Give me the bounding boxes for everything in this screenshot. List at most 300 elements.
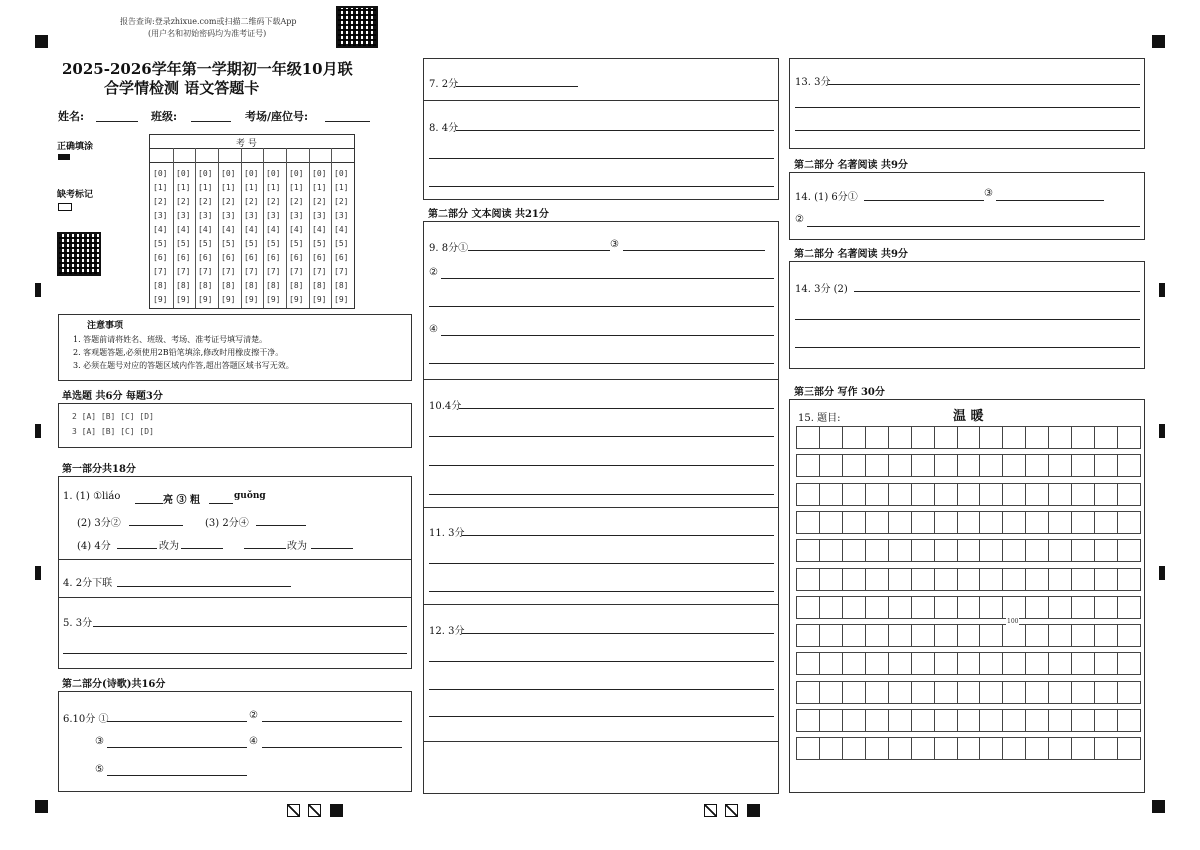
essay-cell[interactable] bbox=[1071, 426, 1095, 449]
essay-cell[interactable] bbox=[1117, 624, 1141, 647]
exam-digit-bubble[interactable]: [8] bbox=[266, 281, 281, 290]
exam-digit-bubble[interactable]: [6] bbox=[153, 253, 168, 262]
essay-cell[interactable] bbox=[1117, 426, 1141, 449]
essay-cell[interactable] bbox=[1094, 737, 1118, 760]
essay-cell[interactable] bbox=[979, 454, 1003, 477]
essay-cell[interactable] bbox=[796, 652, 820, 675]
exam-digit-bubble[interactable]: [6] bbox=[334, 253, 349, 262]
q6-blank-3[interactable] bbox=[107, 747, 247, 748]
essay-cell[interactable] bbox=[1071, 681, 1095, 704]
essay-cell[interactable] bbox=[819, 483, 843, 506]
essay-cell[interactable] bbox=[957, 426, 981, 449]
exam-digit-bubble[interactable]: [2] bbox=[289, 197, 304, 206]
essay-cell[interactable] bbox=[888, 709, 912, 732]
q10-answer-line[interactable] bbox=[429, 436, 774, 437]
essay-cell[interactable] bbox=[911, 737, 935, 760]
essay-cell[interactable] bbox=[842, 454, 866, 477]
essay-cell[interactable] bbox=[888, 539, 912, 562]
exam-digit-bubble[interactable]: [1] bbox=[244, 183, 259, 192]
essay-cell[interactable] bbox=[1094, 596, 1118, 619]
essay-cell[interactable] bbox=[1117, 511, 1141, 534]
essay-cell[interactable] bbox=[1048, 568, 1072, 591]
essay-cell[interactable] bbox=[1117, 454, 1141, 477]
essay-cell[interactable] bbox=[819, 596, 843, 619]
essay-cell[interactable] bbox=[1025, 596, 1049, 619]
essay-cell[interactable] bbox=[979, 426, 1003, 449]
essay-cell[interactable] bbox=[819, 709, 843, 732]
essay-cell[interactable] bbox=[819, 568, 843, 591]
essay-cell[interactable] bbox=[934, 539, 958, 562]
seat-field[interactable] bbox=[325, 121, 370, 122]
exam-digit-bubble[interactable]: [4] bbox=[176, 225, 191, 234]
essay-cell[interactable] bbox=[911, 652, 935, 675]
class-field[interactable] bbox=[191, 121, 231, 122]
essay-cell[interactable] bbox=[842, 426, 866, 449]
essay-cell[interactable] bbox=[979, 652, 1003, 675]
q1-blank-8[interactable] bbox=[311, 548, 353, 549]
q1-blank-2[interactable] bbox=[209, 503, 233, 504]
essay-cell[interactable] bbox=[1025, 426, 1049, 449]
exam-digit-bubble[interactable]: [4] bbox=[244, 225, 259, 234]
essay-cell[interactable] bbox=[865, 652, 889, 675]
exam-digit-bubble[interactable]: [0] bbox=[289, 169, 304, 178]
exam-digit-bubble[interactable]: [2] bbox=[221, 197, 236, 206]
essay-cell[interactable] bbox=[865, 709, 889, 732]
essay-cell[interactable] bbox=[796, 483, 820, 506]
q9-blank-1[interactable] bbox=[468, 250, 610, 251]
essay-cell[interactable] bbox=[819, 426, 843, 449]
essay-cell[interactable] bbox=[1048, 511, 1072, 534]
essay-cell[interactable] bbox=[957, 511, 981, 534]
essay-cell[interactable] bbox=[1094, 483, 1118, 506]
q10-answer-line[interactable] bbox=[459, 408, 774, 409]
essay-cell[interactable] bbox=[911, 454, 935, 477]
essay-cell[interactable] bbox=[1117, 539, 1141, 562]
exam-digit-bubble[interactable]: [0] bbox=[221, 169, 236, 178]
essay-cell[interactable] bbox=[1094, 539, 1118, 562]
essay-cell[interactable] bbox=[979, 511, 1003, 534]
essay-cell[interactable] bbox=[1071, 539, 1095, 562]
q10-answer-line[interactable] bbox=[429, 465, 774, 466]
essay-cell[interactable] bbox=[934, 483, 958, 506]
exam-digit-bubble[interactable]: [0] bbox=[312, 169, 327, 178]
exam-digit-bubble[interactable]: [7] bbox=[266, 267, 281, 276]
exam-digit-bubble[interactable]: [6] bbox=[244, 253, 259, 262]
essay-cell[interactable] bbox=[842, 511, 866, 534]
exam-digit-bubble[interactable]: [3] bbox=[312, 211, 327, 220]
essay-cell[interactable] bbox=[911, 624, 935, 647]
exam-digit-bubble[interactable]: [7] bbox=[244, 267, 259, 276]
exam-digit-bubble[interactable]: [9] bbox=[221, 295, 236, 304]
essay-cell[interactable] bbox=[796, 596, 820, 619]
essay-cell[interactable] bbox=[1025, 539, 1049, 562]
essay-cell[interactable] bbox=[957, 652, 981, 675]
absent-mark-checkbox[interactable] bbox=[58, 203, 72, 211]
exam-digit-bubble[interactable]: [0] bbox=[198, 169, 213, 178]
exam-digit-bubble[interactable]: [3] bbox=[153, 211, 168, 220]
exam-digit-bubble[interactable]: [2] bbox=[176, 197, 191, 206]
exam-digit-bubble[interactable]: [5] bbox=[334, 239, 349, 248]
q11-answer-line[interactable] bbox=[429, 591, 774, 592]
essay-cell[interactable] bbox=[957, 681, 981, 704]
essay-cell[interactable] bbox=[865, 737, 889, 760]
exam-digit-bubble[interactable]: [5] bbox=[289, 239, 304, 248]
essay-cell[interactable] bbox=[1094, 652, 1118, 675]
exam-digit-bubble[interactable]: [5] bbox=[244, 239, 259, 248]
essay-cell[interactable] bbox=[1071, 454, 1095, 477]
q12-answer-line[interactable] bbox=[429, 661, 774, 662]
essay-cell[interactable] bbox=[979, 709, 1003, 732]
q12-answer-line[interactable] bbox=[429, 689, 774, 690]
exam-digit-bubble[interactable]: [4] bbox=[266, 225, 281, 234]
essay-cell[interactable] bbox=[796, 454, 820, 477]
q13-answer-line[interactable] bbox=[828, 84, 1140, 85]
exam-digit-bubble[interactable]: [9] bbox=[153, 295, 168, 304]
exam-digit-bubble[interactable]: [7] bbox=[312, 267, 327, 276]
essay-cell[interactable] bbox=[1094, 624, 1118, 647]
essay-cell[interactable] bbox=[1025, 483, 1049, 506]
essay-cell[interactable] bbox=[796, 709, 820, 732]
exam-digit-bubble[interactable]: [8] bbox=[198, 281, 213, 290]
essay-cell[interactable] bbox=[1071, 511, 1095, 534]
exam-digit-bubble[interactable]: [5] bbox=[221, 239, 236, 248]
essay-cell[interactable] bbox=[1048, 709, 1072, 732]
q1-blank-3[interactable] bbox=[129, 525, 183, 526]
exam-digit-bubble[interactable]: [4] bbox=[334, 225, 349, 234]
q14-2-answer-line[interactable] bbox=[795, 319, 1140, 320]
exam-digit-bubble[interactable]: [5] bbox=[198, 239, 213, 248]
essay-cell[interactable] bbox=[842, 737, 866, 760]
essay-cell[interactable] bbox=[911, 426, 935, 449]
essay-cell[interactable] bbox=[1002, 454, 1026, 477]
exam-digit-bubble[interactable]: [5] bbox=[312, 239, 327, 248]
exam-digit-bubble[interactable]: [0] bbox=[266, 169, 281, 178]
essay-cell[interactable] bbox=[911, 539, 935, 562]
exam-digit-bubble[interactable]: [8] bbox=[244, 281, 259, 290]
essay-cell[interactable] bbox=[865, 596, 889, 619]
essay-cell[interactable] bbox=[1002, 681, 1026, 704]
essay-cell[interactable] bbox=[865, 454, 889, 477]
q1-blank-5[interactable] bbox=[117, 548, 157, 549]
essay-cell[interactable] bbox=[1071, 737, 1095, 760]
essay-cell[interactable] bbox=[819, 454, 843, 477]
q10-answer-line[interactable] bbox=[429, 494, 774, 495]
essay-grid[interactable] bbox=[796, 426, 1140, 766]
q9-blank-2[interactable] bbox=[441, 278, 774, 279]
essay-cell[interactable] bbox=[934, 568, 958, 591]
q8-answer-line[interactable] bbox=[456, 130, 774, 131]
exam-digit-bubble[interactable]: [9] bbox=[289, 295, 304, 304]
essay-cell[interactable] bbox=[957, 624, 981, 647]
exam-digit-bubble[interactable]: [9] bbox=[176, 295, 191, 304]
q6-blank-4[interactable] bbox=[262, 747, 402, 748]
essay-cell[interactable] bbox=[1071, 568, 1095, 591]
q6-blank-1[interactable] bbox=[107, 721, 247, 722]
essay-cell[interactable] bbox=[1071, 596, 1095, 619]
essay-cell[interactable] bbox=[842, 568, 866, 591]
essay-cell[interactable] bbox=[1048, 681, 1072, 704]
q12-answer-line[interactable] bbox=[462, 633, 774, 634]
essay-cell[interactable] bbox=[888, 426, 912, 449]
essay-cell[interactable] bbox=[1117, 652, 1141, 675]
essay-cell[interactable] bbox=[979, 681, 1003, 704]
exam-digit-bubble[interactable]: [0] bbox=[334, 169, 349, 178]
exam-digit-bubble[interactable]: [6] bbox=[198, 253, 213, 262]
exam-digit-bubble[interactable]: [2] bbox=[244, 197, 259, 206]
essay-cell[interactable] bbox=[842, 652, 866, 675]
q1-blank-1[interactable] bbox=[135, 503, 163, 504]
q5-answer-line[interactable] bbox=[63, 653, 407, 654]
essay-cell[interactable] bbox=[934, 596, 958, 619]
exam-digit-bubble[interactable]: [6] bbox=[221, 253, 236, 262]
q14-1-blank-3[interactable] bbox=[996, 200, 1104, 201]
exam-digit-bubble[interactable]: [8] bbox=[289, 281, 304, 290]
essay-cell[interactable] bbox=[1048, 454, 1072, 477]
essay-cell[interactable] bbox=[1002, 737, 1026, 760]
essay-cell[interactable] bbox=[1071, 624, 1095, 647]
exam-digit-bubble[interactable]: [7] bbox=[153, 267, 168, 276]
essay-cell[interactable] bbox=[888, 454, 912, 477]
exam-digit-bubble[interactable]: [6] bbox=[176, 253, 191, 262]
exam-digit-bubble[interactable]: [3] bbox=[289, 211, 304, 220]
exam-digit-bubble[interactable]: [3] bbox=[176, 211, 191, 220]
exam-digit-bubble[interactable]: [1] bbox=[153, 183, 168, 192]
essay-cell[interactable] bbox=[1002, 596, 1026, 619]
essay-cell[interactable] bbox=[888, 511, 912, 534]
essay-cell[interactable] bbox=[1094, 568, 1118, 591]
q9-answer-line[interactable] bbox=[429, 363, 774, 364]
exam-digit-bubble[interactable]: [9] bbox=[312, 295, 327, 304]
essay-cell[interactable] bbox=[1025, 624, 1049, 647]
exam-digit-bubble[interactable]: [0] bbox=[244, 169, 259, 178]
q14-1-blank-2[interactable] bbox=[807, 226, 1140, 227]
essay-cell[interactable] bbox=[957, 539, 981, 562]
exam-digit-bubble[interactable]: [7] bbox=[289, 267, 304, 276]
essay-cell[interactable] bbox=[819, 681, 843, 704]
essay-cell[interactable] bbox=[1094, 454, 1118, 477]
essay-cell[interactable] bbox=[842, 596, 866, 619]
essay-cell[interactable] bbox=[819, 539, 843, 562]
essay-cell[interactable] bbox=[1025, 454, 1049, 477]
essay-cell[interactable] bbox=[1002, 483, 1026, 506]
exam-digit-bubble[interactable]: [3] bbox=[244, 211, 259, 220]
essay-cell[interactable] bbox=[957, 454, 981, 477]
exam-digit-bubble[interactable]: [6] bbox=[289, 253, 304, 262]
essay-cell[interactable] bbox=[796, 624, 820, 647]
essay-cell[interactable] bbox=[979, 483, 1003, 506]
essay-cell[interactable] bbox=[1025, 568, 1049, 591]
essay-cell[interactable] bbox=[1117, 483, 1141, 506]
essay-cell[interactable] bbox=[865, 568, 889, 591]
q12-answer-line[interactable] bbox=[429, 716, 774, 717]
essay-cell[interactable] bbox=[1094, 426, 1118, 449]
essay-cell[interactable] bbox=[865, 681, 889, 704]
essay-cell[interactable] bbox=[1048, 624, 1072, 647]
essay-cell[interactable] bbox=[957, 568, 981, 591]
essay-cell[interactable] bbox=[911, 596, 935, 619]
essay-cell[interactable] bbox=[842, 709, 866, 732]
essay-cell[interactable] bbox=[1002, 652, 1026, 675]
essay-cell[interactable] bbox=[1071, 652, 1095, 675]
q1-blank-6[interactable] bbox=[181, 548, 223, 549]
essay-cell[interactable] bbox=[888, 624, 912, 647]
essay-cell[interactable] bbox=[1025, 737, 1049, 760]
essay-cell[interactable] bbox=[1025, 709, 1049, 732]
exam-digit-bubble[interactable]: [4] bbox=[312, 225, 327, 234]
essay-cell[interactable] bbox=[888, 737, 912, 760]
exam-digit-bubble[interactable]: [0] bbox=[153, 169, 168, 178]
q8-answer-line[interactable] bbox=[429, 158, 774, 159]
exam-digit-bubble[interactable]: [3] bbox=[334, 211, 349, 220]
essay-cell[interactable] bbox=[1048, 539, 1072, 562]
exam-digit-bubble[interactable]: [4] bbox=[289, 225, 304, 234]
q9-blank-4[interactable] bbox=[441, 335, 774, 336]
q11-answer-line[interactable] bbox=[429, 563, 774, 564]
essay-cell[interactable] bbox=[888, 568, 912, 591]
essay-cell[interactable] bbox=[1117, 596, 1141, 619]
exam-digit-bubble[interactable]: [5] bbox=[153, 239, 168, 248]
exam-digit-bubble[interactable]: [2] bbox=[334, 197, 349, 206]
name-field[interactable] bbox=[96, 121, 138, 122]
essay-cell[interactable] bbox=[911, 709, 935, 732]
essay-cell[interactable] bbox=[979, 596, 1003, 619]
essay-cell[interactable] bbox=[911, 483, 935, 506]
exam-digit-bubble[interactable]: [1] bbox=[221, 183, 236, 192]
exam-digit-bubble[interactable]: [4] bbox=[153, 225, 168, 234]
exam-digit-bubble[interactable]: [6] bbox=[266, 253, 281, 262]
essay-cell[interactable] bbox=[819, 624, 843, 647]
q11-answer-line[interactable] bbox=[462, 535, 774, 536]
essay-cell[interactable] bbox=[888, 483, 912, 506]
exam-digit-bubble[interactable]: [2] bbox=[153, 197, 168, 206]
essay-cell[interactable] bbox=[1025, 511, 1049, 534]
essay-cell[interactable] bbox=[934, 426, 958, 449]
q5-answer-line[interactable] bbox=[93, 626, 407, 627]
exam-digit-bubble[interactable]: [7] bbox=[176, 267, 191, 276]
exam-digit-bubble[interactable]: [1] bbox=[198, 183, 213, 192]
exam-digit-bubble[interactable]: [7] bbox=[334, 267, 349, 276]
q8-answer-line[interactable] bbox=[429, 186, 774, 187]
exam-digit-bubble[interactable]: [8] bbox=[334, 281, 349, 290]
exam-digit-bubble[interactable]: [1] bbox=[334, 183, 349, 192]
exam-digit-bubble[interactable]: [3] bbox=[198, 211, 213, 220]
q13-answer-line[interactable] bbox=[795, 130, 1140, 131]
exam-digit-bubble[interactable]: [9] bbox=[244, 295, 259, 304]
exam-digit-bubble[interactable]: [3] bbox=[221, 211, 236, 220]
exam-digit-bubble[interactable]: [4] bbox=[221, 225, 236, 234]
q1-blank-4[interactable] bbox=[256, 525, 306, 526]
essay-cell[interactable] bbox=[979, 568, 1003, 591]
q14-2-answer-line[interactable] bbox=[854, 291, 1140, 292]
essay-cell[interactable] bbox=[1048, 483, 1072, 506]
essay-cell[interactable] bbox=[1002, 511, 1026, 534]
essay-cell[interactable] bbox=[865, 426, 889, 449]
essay-cell[interactable] bbox=[979, 737, 1003, 760]
essay-cell[interactable] bbox=[796, 568, 820, 591]
q13-answer-line[interactable] bbox=[795, 107, 1140, 108]
essay-cell[interactable] bbox=[1048, 426, 1072, 449]
exam-digit-bubble[interactable]: [2] bbox=[312, 197, 327, 206]
exam-digit-bubble[interactable]: [1] bbox=[289, 183, 304, 192]
exam-digit-bubble[interactable]: [2] bbox=[266, 197, 281, 206]
essay-cell[interactable] bbox=[1094, 709, 1118, 732]
essay-cell[interactable] bbox=[934, 709, 958, 732]
q4-answer-line[interactable] bbox=[117, 586, 291, 587]
essay-cell[interactable] bbox=[1094, 511, 1118, 534]
essay-cell[interactable] bbox=[796, 539, 820, 562]
essay-cell[interactable] bbox=[1002, 539, 1026, 562]
essay-cell[interactable] bbox=[934, 737, 958, 760]
q6-blank-5[interactable] bbox=[107, 775, 247, 776]
q6-blank-2[interactable] bbox=[262, 721, 402, 722]
q9-answer-line[interactable] bbox=[429, 306, 774, 307]
choice-row[interactable]: 2 [A] [B] [C] [D] bbox=[72, 412, 154, 421]
essay-cell[interactable] bbox=[842, 681, 866, 704]
essay-cell[interactable] bbox=[979, 624, 1003, 647]
essay-cell[interactable] bbox=[1117, 681, 1141, 704]
essay-cell[interactable] bbox=[1002, 568, 1026, 591]
essay-cell[interactable] bbox=[957, 709, 981, 732]
essay-cell[interactable] bbox=[1002, 624, 1026, 647]
exam-digit-bubble[interactable]: [8] bbox=[176, 281, 191, 290]
essay-cell[interactable] bbox=[1025, 652, 1049, 675]
essay-cell[interactable] bbox=[934, 624, 958, 647]
essay-cell[interactable] bbox=[934, 681, 958, 704]
essay-cell[interactable] bbox=[819, 737, 843, 760]
choice-row[interactable]: 3 [A] [B] [C] [D] bbox=[72, 427, 154, 436]
essay-cell[interactable] bbox=[865, 539, 889, 562]
essay-cell[interactable] bbox=[1002, 426, 1026, 449]
essay-cell[interactable] bbox=[957, 596, 981, 619]
exam-digit-bubble[interactable]: [9] bbox=[198, 295, 213, 304]
essay-cell[interactable] bbox=[957, 737, 981, 760]
essay-cell[interactable] bbox=[1094, 681, 1118, 704]
essay-cell[interactable] bbox=[957, 483, 981, 506]
essay-cell[interactable] bbox=[796, 511, 820, 534]
exam-digit-bubble[interactable]: [9] bbox=[266, 295, 281, 304]
q14-2-answer-line[interactable] bbox=[795, 347, 1140, 348]
essay-cell[interactable] bbox=[934, 652, 958, 675]
essay-cell[interactable] bbox=[1025, 681, 1049, 704]
exam-digit-bubble[interactable]: [9] bbox=[334, 295, 349, 304]
exam-digit-bubble[interactable]: [5] bbox=[266, 239, 281, 248]
essay-cell[interactable] bbox=[1071, 709, 1095, 732]
essay-cell[interactable] bbox=[842, 539, 866, 562]
essay-cell[interactable] bbox=[865, 624, 889, 647]
essay-cell[interactable] bbox=[1002, 709, 1026, 732]
essay-cell[interactable] bbox=[842, 624, 866, 647]
essay-cell[interactable] bbox=[1117, 709, 1141, 732]
essay-cell[interactable] bbox=[865, 511, 889, 534]
essay-cell[interactable] bbox=[1117, 737, 1141, 760]
essay-cell[interactable] bbox=[911, 681, 935, 704]
essay-cell[interactable] bbox=[819, 652, 843, 675]
essay-cell[interactable] bbox=[796, 737, 820, 760]
exam-digit-bubble[interactable]: [8] bbox=[153, 281, 168, 290]
essay-cell[interactable] bbox=[888, 681, 912, 704]
essay-cell[interactable] bbox=[934, 454, 958, 477]
exam-digit-bubble[interactable]: [1] bbox=[176, 183, 191, 192]
q7-answer-line[interactable] bbox=[456, 86, 578, 87]
exam-digit-bubble[interactable]: [1] bbox=[312, 183, 327, 192]
exam-digit-bubble[interactable]: [8] bbox=[312, 281, 327, 290]
essay-cell[interactable] bbox=[796, 681, 820, 704]
essay-cell[interactable] bbox=[796, 426, 820, 449]
q14-1-blank-1[interactable] bbox=[864, 200, 984, 201]
essay-cell[interactable] bbox=[888, 596, 912, 619]
essay-cell[interactable] bbox=[1048, 596, 1072, 619]
exam-digit-bubble[interactable]: [0] bbox=[176, 169, 191, 178]
